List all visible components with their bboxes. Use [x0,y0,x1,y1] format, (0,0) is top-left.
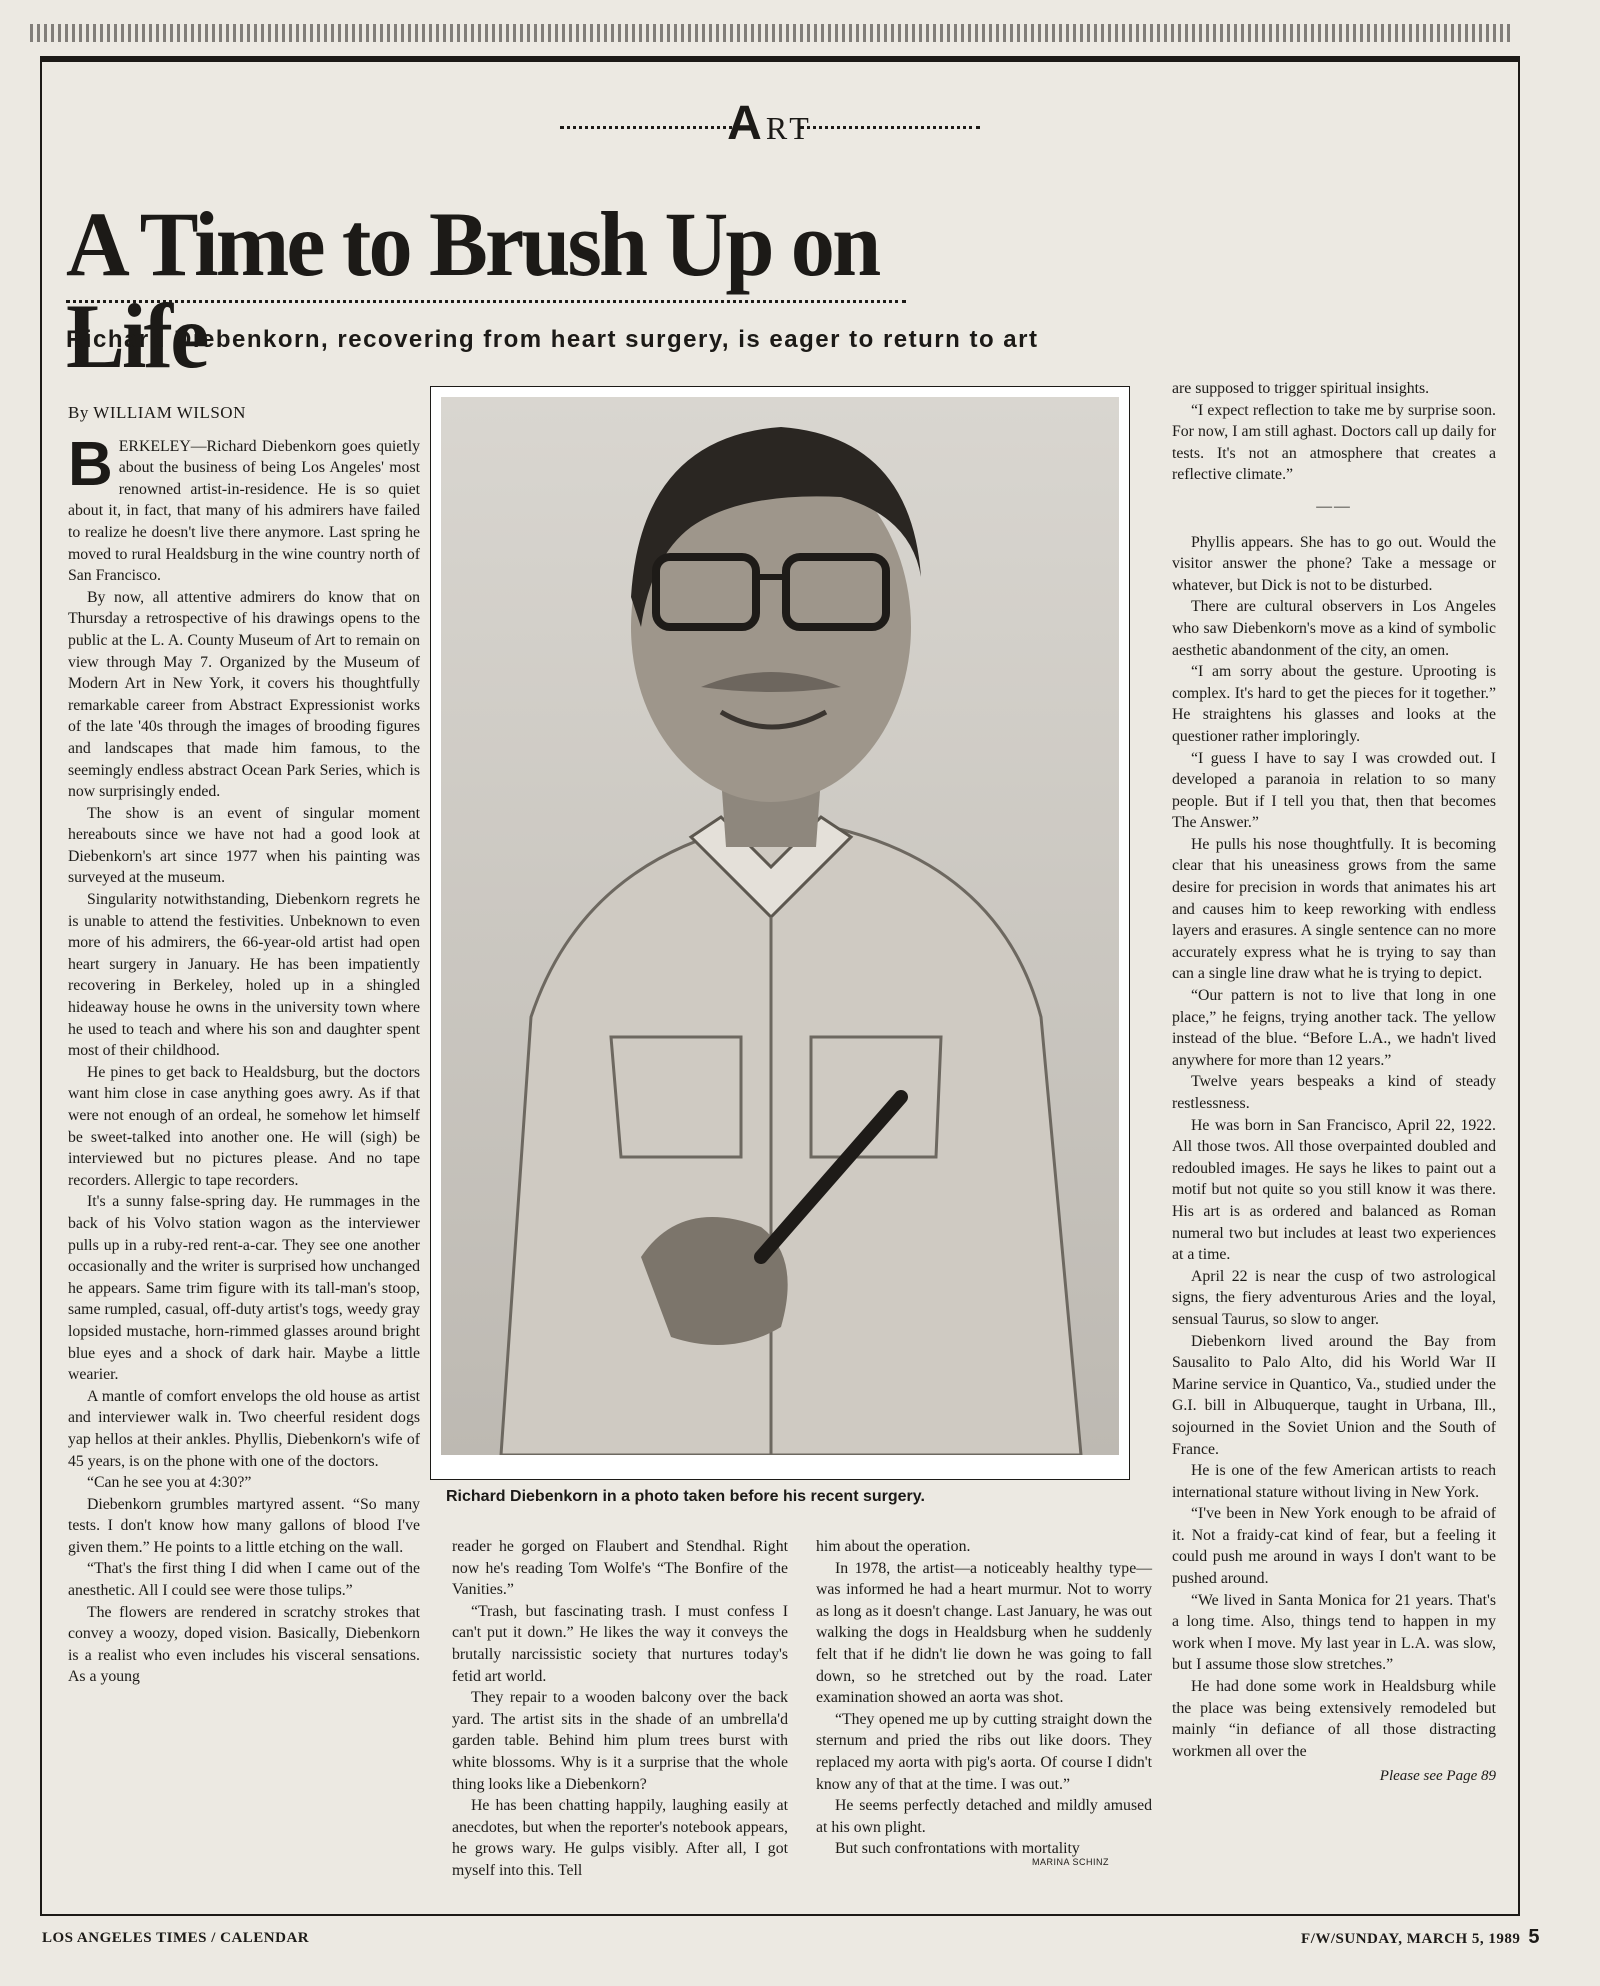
photo-caption: Richard Diebenkorn in a photo taken before his recent surgery. [446,1488,925,1505]
paragraph: He seems perfectly detached and mildly amused at his own plight. [816,1797,1152,1836]
paragraph: are supposed to trigger spiritual insights. [1172,380,1430,397]
paragraph: “I guess I have to say I was crowded out. I developed a paranoia in relation to so many people. But if I tell you that, then that becomes The Answer.” [1172,749,1496,832]
paragraph: He is one of the few American artists to reach international stature without living in New York. [1172,1462,1496,1501]
deck: Richard Diebenkorn, recovering from heart surgery, is eager to return to art [66,326,1039,353]
section-dots-left [560,126,740,129]
paragraph: In 1978, the artist—a noticeably healthy type—was informed he had a heart murmur. Not to worry as long as it doesn't change. Last January, he was out walking the dogs in Healdsburg when he suddenly felt that if he didn't lie down he was going to fall down, so he stretched out by the road. Later examination showed an aorta was shot. [816,1559,1152,1707]
column-1 [68,402,420,1688]
lead-paragraph: BERKELEY—Richard Diebenkorn goes quietly about the business of being Los Angeles' most renowned artist-in-residence. He is so quiet about it, in fact, that many of his admirers have failed to realize he doesn't live there anymore. Last spring he moved to rural Healdsburg in the wine country north of San Francisco. [68,429,420,585]
paragraph: “We lived in Santa Monica for 21 years. That's a long time. Also, things tend to happen in my work when I move. My last year in L.A. was slow, but I assume those slow stretches.” [1172,1591,1496,1674]
paragraph: reader he gorged on Flaubert and Stendhal. Right now he's reading Tom Wolfe's “The Bonfire of the Vanities.” [452,1538,788,1599]
paragraph: A mantle of comfort envelops the old house as artist and interviewer walk in. Two cheerful resident dogs yap hellos at their ankles. Phyllis, Diebenkorn's wife of 45 years, is on the phone with one of the doctors. [68,1387,420,1470]
byline: By WILLIAM WILSON [68,403,246,422]
paragraph: The flowers are rendered in scratchy strokes that convey a woozy, doped vision. Basically, Diebenkorn is a realist who even includes his visceral sensations. As a young [68,1603,420,1686]
paragraph: April 22 is near the cusp of two astrological signs, the fiery adventurous Aries and the loyal, sensual Taurus, so slow to anger. [1172,1267,1496,1328]
paragraph: They repair to a wooden balcony over the back yard. The artist sits in the shade of an umbrella'd garden table. Behind him plum trees burst with white blossoms. Why is it a surprise that the whole thing looks like a Diebenkorn? [452,1689,788,1793]
paragraph: him about the operation. [816,1538,971,1555]
column-3 [816,1536,1152,1860]
paragraph: “That's the first thing I did when I came out of the anesthetic. All I could see were those tulips.” [68,1560,420,1600]
footer-publication: LOS ANGELES TIMES / CALENDAR [42,1930,310,1946]
paragraph: “They opened me up by cutting straight down the sternum and pried the ribs out like doors. They replaced my aorta with pig's aorta. Of course I didn't know any of that at the time. I was out.” [816,1710,1152,1793]
clipping-edge [30,24,1510,42]
photo-credit: MARINA SCHINZ [1031,1857,1109,1867]
paragraph: There are cultural observers in Los Angeles who saw Diebenkorn's move as a kind of symbolic aesthetic abandonment of the city, an omen. [1172,598,1496,659]
headline-rule [66,300,906,303]
paragraph: He had done some work in Healdsburg while the place was being extensively remodeled but mainly “in defiance of all those distracting workmen all over the [1172,1678,1496,1760]
column-4-top [1172,378,1496,486]
paragraph: “Trash, but fascinating trash. I must confess I can't put it down.” He likes the way it conveys the brutally narcissistic society that nurtures today's fetid art world. [452,1602,788,1685]
paragraph: Twelve years bespeaks a kind of steady restlessness. [1172,1073,1496,1112]
paragraph: Diebenkorn grumbles martyred assent. “So many tests. I don't know how many gallons of blood I've given them.” He points to a little etching on the wall. [68,1495,420,1556]
page-number: 5 [1528,1926,1540,1948]
paragraph: But such confrontations with mortality [834,1840,1080,1858]
paragraph: By now, all attentive admirers do know that on Thursday a retrospective of his drawings opens to the public at the L. A. County Museum of Art to remain on view through May 7. Organized by the Museum of Modern Art in New York, it covers his thoughtfully remarkable career from Abstract Expressionist works of the late '40s through the images of brooding figures and landscapes that made him famous, to the seemingly endless abstract Ocean Park Series, which is now surprisingly ended. [68,588,420,801]
paragraph: He pulls his nose thoughtfully. It is becoming clear that his uneasiness grows from the same desire for precision in words that animates his art and causes him to keep reworking with endless layers and erasures. A single sentence can no more accurately express what he is trying to say than can a single line draw what he is trying to depict. [1172,835,1496,983]
headline: A Time to Brush Up on Life [66,193,879,387]
paragraph: Phyllis appears. She has to go out. Would the visitor answer the phone? Take a message or whatever, but Dick is not to be disturbed. [1172,533,1496,594]
paragraph: Diebenkorn lived around the Bay from Sausalito to Palo Alto, did his World War II Marine service in Quantico, Va., studied under the G.I. bill in Albuquerque, taught in Urbana, Ill., sojourned in the Soviet Union and the South of France. [1172,1332,1496,1458]
paragraph: “I expect reflection to take me by surprise soon. For now, I am still aghast. Doctors call up daily for tests. It's not an atmosphere that creates a reflective climate.” [1172,401,1496,484]
column-4 [1172,378,1496,1788]
section-label: ART [727,97,813,150]
paragraph: The show is an event of singular moment hereabouts since we have not had a good look at Diebenkorn's art since 1977 when his painting was surveyed at the museum. [68,804,420,887]
paragraph: “Our pattern is not to live that long in one place,” he feigns, trying another tack. The yellow instead of the blue. “Before L.A., we hadn't lived anywhere for more than 12 years.” [1172,987,1496,1069]
paragraph: “I am sorry about the gesture. Uprooting is complex. It's hard to get the pieces for it together.” He straightens his glasses and looks at the questioner rather imploringly. [1172,663,1496,745]
paragraph: “Can he see you at 4:30?” [86,1474,252,1492]
paragraph: He was born in San Francisco, April 22, 1922. All those twos. All those overpainted doubled and redoubled images. He says he likes to paint out a motif but not quite so you still know it was there. His art is as ordered and balanced as Roman numeral two but includes at least two experiences at a time. [1172,1116,1496,1264]
jump-line: Please see Page 89 [1379,1768,1496,1785]
drop-cap: B [68,429,113,499]
column-1-body [68,587,420,1688]
section-header [540,92,1000,152]
footer-date: F/W/SUNDAY, MARCH 5, 1989 5 [1301,1926,1540,1948]
column-4-body [1172,532,1496,1763]
paragraph: He has been chatting happily, laughing easily at anecdotes, but when the reporter's notebook appears, he grows wary. He gulps visibly. After all, I got myself into this. Tell [452,1797,788,1879]
paragraph: “I've been in New York enough to be afraid of it. Not a fraidy-cat kind of fear, but a feeling it could push me around in ways I don't want to be pushed around. [1172,1505,1496,1588]
portrait-photo-icon [441,397,1119,1455]
column-2 [452,1536,788,1882]
paragraph: Singularity notwithstanding, Diebenkorn regrets he is unable to attend the festivities. Unbeknown to even more of his admirers, the 66-year-old artist had open heart surgery in January. He has been impatiently recovering in Berkeley, holed up in a shingled hideaway house he owns in the university town where he used to teach and where his son and daughter spent most of their childhood. [68,891,420,1060]
paragraph: He pines to get back to Healdsburg, but the doctors want him close in case anything goes awry. As if that were not enough of an ordeal, he somehow let himself be sweet-talked into another one. He will (sigh) be interviewed but no pictures please. And no tape recorders. Allergic to tape recorders. [68,1063,420,1189]
section-dots-right [800,126,980,129]
paragraph: It's a sunny false-spring day. He rummages in the back of his Volvo station wagon as the interviewer pulls up in a ruby-red rent-a-car. They see one another occasionally and the writer is surprised how unchanged he appears. Same trim figure with its tall-man's stoop, same rumpled, casual, off-duty artist's togs, weedy gray lopsided mustache, horn-rimmed glasses around bright blue eyes and a shock of dark hair. Maybe a little wearier. [68,1193,420,1384]
section-divider: —— [1316,497,1352,515]
